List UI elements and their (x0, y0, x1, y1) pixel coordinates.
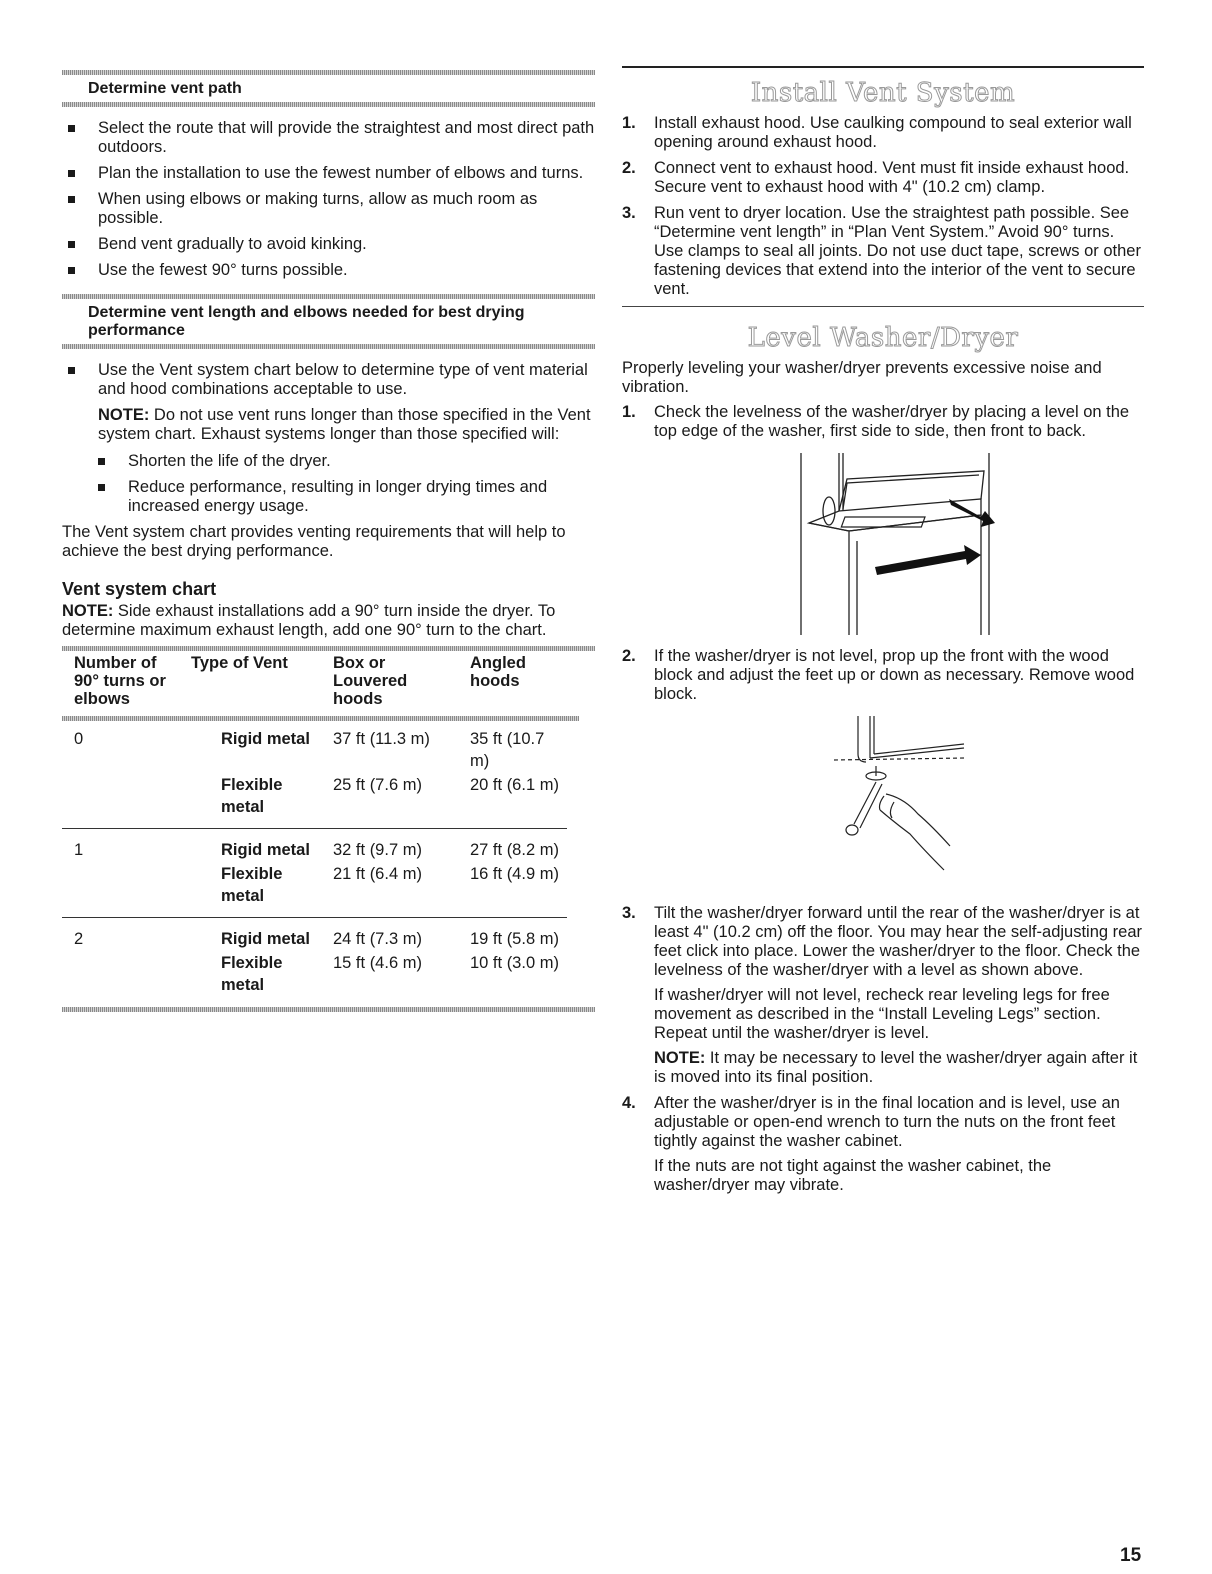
section-rule (622, 306, 1144, 307)
list-item (622, 403, 1144, 637)
level-steps (622, 403, 1144, 1195)
list-item (622, 1094, 1144, 1195)
chart-intro: The Vent system chart provides venting requirements that will help to achieve the best drying performance. (62, 523, 566, 560)
cell-vent-type: Flexible metal (179, 862, 321, 918)
vent-system-table (62, 651, 567, 997)
left-column (62, 0, 595, 1012)
step4-paragraph: If the nuts are not tight against the washer cabinet, the washer/dryer may vibrate. (654, 1157, 1052, 1194)
section-divider (62, 344, 595, 349)
cell-box-hoods: 37 ft (11.3 m) (333, 730, 430, 748)
page-number: 15 (1120, 1545, 1142, 1566)
step-number: 3. (622, 904, 636, 922)
table-row (62, 829, 567, 863)
install-vent-title: Install Vent System (750, 78, 1016, 108)
wrench-feet-illustration (814, 714, 984, 894)
step-number: 2. (622, 647, 636, 665)
vent-length-heading: Determine vent length and elbows needed for best drying performance (88, 304, 525, 339)
section-divider (62, 102, 595, 107)
cell-angled-hoods: 35 ft (10.7 m) (470, 730, 545, 770)
cell-turns: 0 (74, 730, 84, 748)
cell-box-hoods: 25 ft (7.6 m) (321, 773, 458, 829)
note-label: NOTE: (654, 1049, 706, 1067)
cell-angled-hoods: 16 ft (4.9 m) (458, 862, 567, 918)
list-item: Reduce performance, resulting in longer drying times and increased energy usage. (92, 478, 595, 516)
step-text: Install exhaust hood. Use caulking compound to seal exterior wall opening around exhaust hood. (654, 114, 1132, 151)
section-divider (62, 294, 595, 299)
cell-vent-type: Flexible metal (221, 954, 283, 994)
table-divider (62, 716, 579, 721)
note-paragraph (98, 406, 595, 444)
chart-note (62, 602, 595, 640)
note-text: Do not use vent runs longer than those specified in the Vent system chart. Exhaust systems longer than those specified will: (98, 406, 591, 443)
vent-length-list (62, 361, 595, 399)
level-intro: Properly leveling your washer/dryer prevents excessive noise and vibration. (622, 359, 1102, 396)
note-label: NOTE: (62, 602, 114, 620)
cell-box-hoods: 21 ft (6.4 m) (321, 862, 458, 918)
list-item (622, 647, 1144, 894)
list-item: Select the route that will provide the straightest and most direct path outdoors. (62, 119, 595, 157)
cell-vent-type: Rigid metal (221, 730, 310, 748)
col-header-angled-hoods: Angled hoods (470, 654, 526, 690)
table-row (62, 727, 567, 773)
table-row (62, 773, 567, 829)
cell-box-hoods: 32 ft (9.7 m) (333, 841, 422, 859)
note-list (92, 452, 595, 516)
cell-turns (62, 862, 179, 918)
col-header-box-hoods: Box or Louvered hoods (333, 654, 408, 708)
table-divider (62, 1007, 595, 1012)
cell-vent-type: Flexible metal (179, 773, 321, 829)
note-label: NOTE: (98, 406, 150, 424)
list-item (622, 114, 1144, 152)
install-steps (622, 114, 1144, 299)
level-washer-title: Level Washer/Dryer (747, 323, 1019, 353)
table-row (62, 862, 567, 918)
section-rule (622, 66, 1144, 68)
vent-path-list (62, 119, 595, 280)
list-item-text: Use the Vent system chart below to determine type of vent material and hood combinations acceptable to use. (98, 361, 588, 398)
list-item (622, 904, 1144, 1087)
list-item: Use the fewest 90° turns possible. (62, 261, 595, 280)
cell-vent-type: Rigid metal (221, 841, 310, 859)
step-text: Tilt the washer/dryer forward until the rear of the washer/dryer is at least 4" (10.2 cm) off the floor. You may hear the self-adjusting rear feet click into place. Lower the washer/dryer to the floor. Check the levelness of the washer/dryer with a level as shown above. (654, 904, 1142, 979)
list-item: Shorten the life of the dryer. (92, 452, 595, 471)
cell-angled-hoods: 20 ft (6.1 m) (458, 773, 567, 829)
list-item: When using elbows or making turns, allow as much room as possible. (62, 190, 595, 228)
cell-vent-type: Rigid metal (221, 930, 310, 948)
level-check-illustration (799, 451, 999, 637)
table-header-row (62, 651, 567, 716)
cell-angled-hoods: 10 ft (3.0 m) (470, 954, 559, 972)
list-item (62, 361, 595, 399)
step-text: After the washer/dryer is in the final location and is level, use an adjustable or open-end wrench to turn the nuts on the front feet tightly against the washer cabinet. (654, 1094, 1120, 1150)
note-text: It may be necessary to level the washer/dryer again after it is moved into its final position. (654, 1049, 1138, 1086)
cell-box-hoods: 15 ft (4.6 m) (333, 954, 422, 972)
step-number: 1. (622, 114, 636, 132)
cell-turns (62, 951, 179, 997)
vent-chart-heading: Vent system chart (62, 579, 217, 599)
cell-box-hoods: 24 ft (7.3 m) (333, 930, 422, 948)
step3-note (654, 1049, 1144, 1087)
step3-paragraph: If washer/dryer will not level, recheck rear leveling legs for free movement as described in the “Install Leveling Legs” section. Repeat until the washer/dryer is level. (654, 986, 1110, 1042)
list-item: Bend vent gradually to avoid kinking. (62, 235, 595, 254)
cell-angled-hoods: 19 ft (5.8 m) (470, 930, 559, 948)
step-number: 1. (622, 403, 636, 421)
list-item (622, 204, 1144, 299)
col-header-vent-type: Type of Vent (191, 654, 288, 672)
col-header-turns: Number of 90° turns or elbows (74, 654, 166, 708)
step-number: 2. (622, 159, 636, 177)
step-number: 3. (622, 204, 636, 222)
step-text: Run vent to dryer location. Use the straightest path possible. See “Determine vent length” in “Plan Vent System.” Avoid 90° turns. Use clamps to seal all joints. Do not use duct tape, screws or other fastening devices that extend into the interior of the vent to secure vent. (654, 204, 1141, 298)
cell-angled-hoods: 27 ft (8.2 m) (470, 841, 559, 859)
step-text: If the washer/dryer is not level, prop up the front with the wood block and adjust the feet up or down as necessary. Remove wood block. (654, 647, 1135, 703)
cell-turns: 1 (74, 841, 84, 859)
table-row (62, 918, 567, 952)
cell-turns: 2 (74, 930, 84, 948)
note-text: Side exhaust installations add a 90° turn inside the dryer. To determine maximum exhaust length, add one 90° turn to the chart. (62, 602, 556, 639)
right-column (622, 0, 1144, 1202)
step-text: Connect vent to exhaust hood. Vent must fit inside exhaust hood. Secure vent to exhaust hood with 4" (10.2 cm) clamp. (654, 159, 1130, 196)
vent-path-heading: Determine vent path (88, 80, 242, 97)
list-item: Plan the installation to use the fewest number of elbows and turns. (62, 164, 595, 183)
table-row (62, 951, 567, 997)
section-divider (62, 70, 595, 75)
cell-turns (62, 773, 179, 829)
step-number: 4. (622, 1094, 636, 1112)
step-text: Check the levelness of the washer/dryer by placing a level on the top edge of the washer, first side to side, then front to back. (654, 403, 1130, 440)
list-item (622, 159, 1144, 197)
